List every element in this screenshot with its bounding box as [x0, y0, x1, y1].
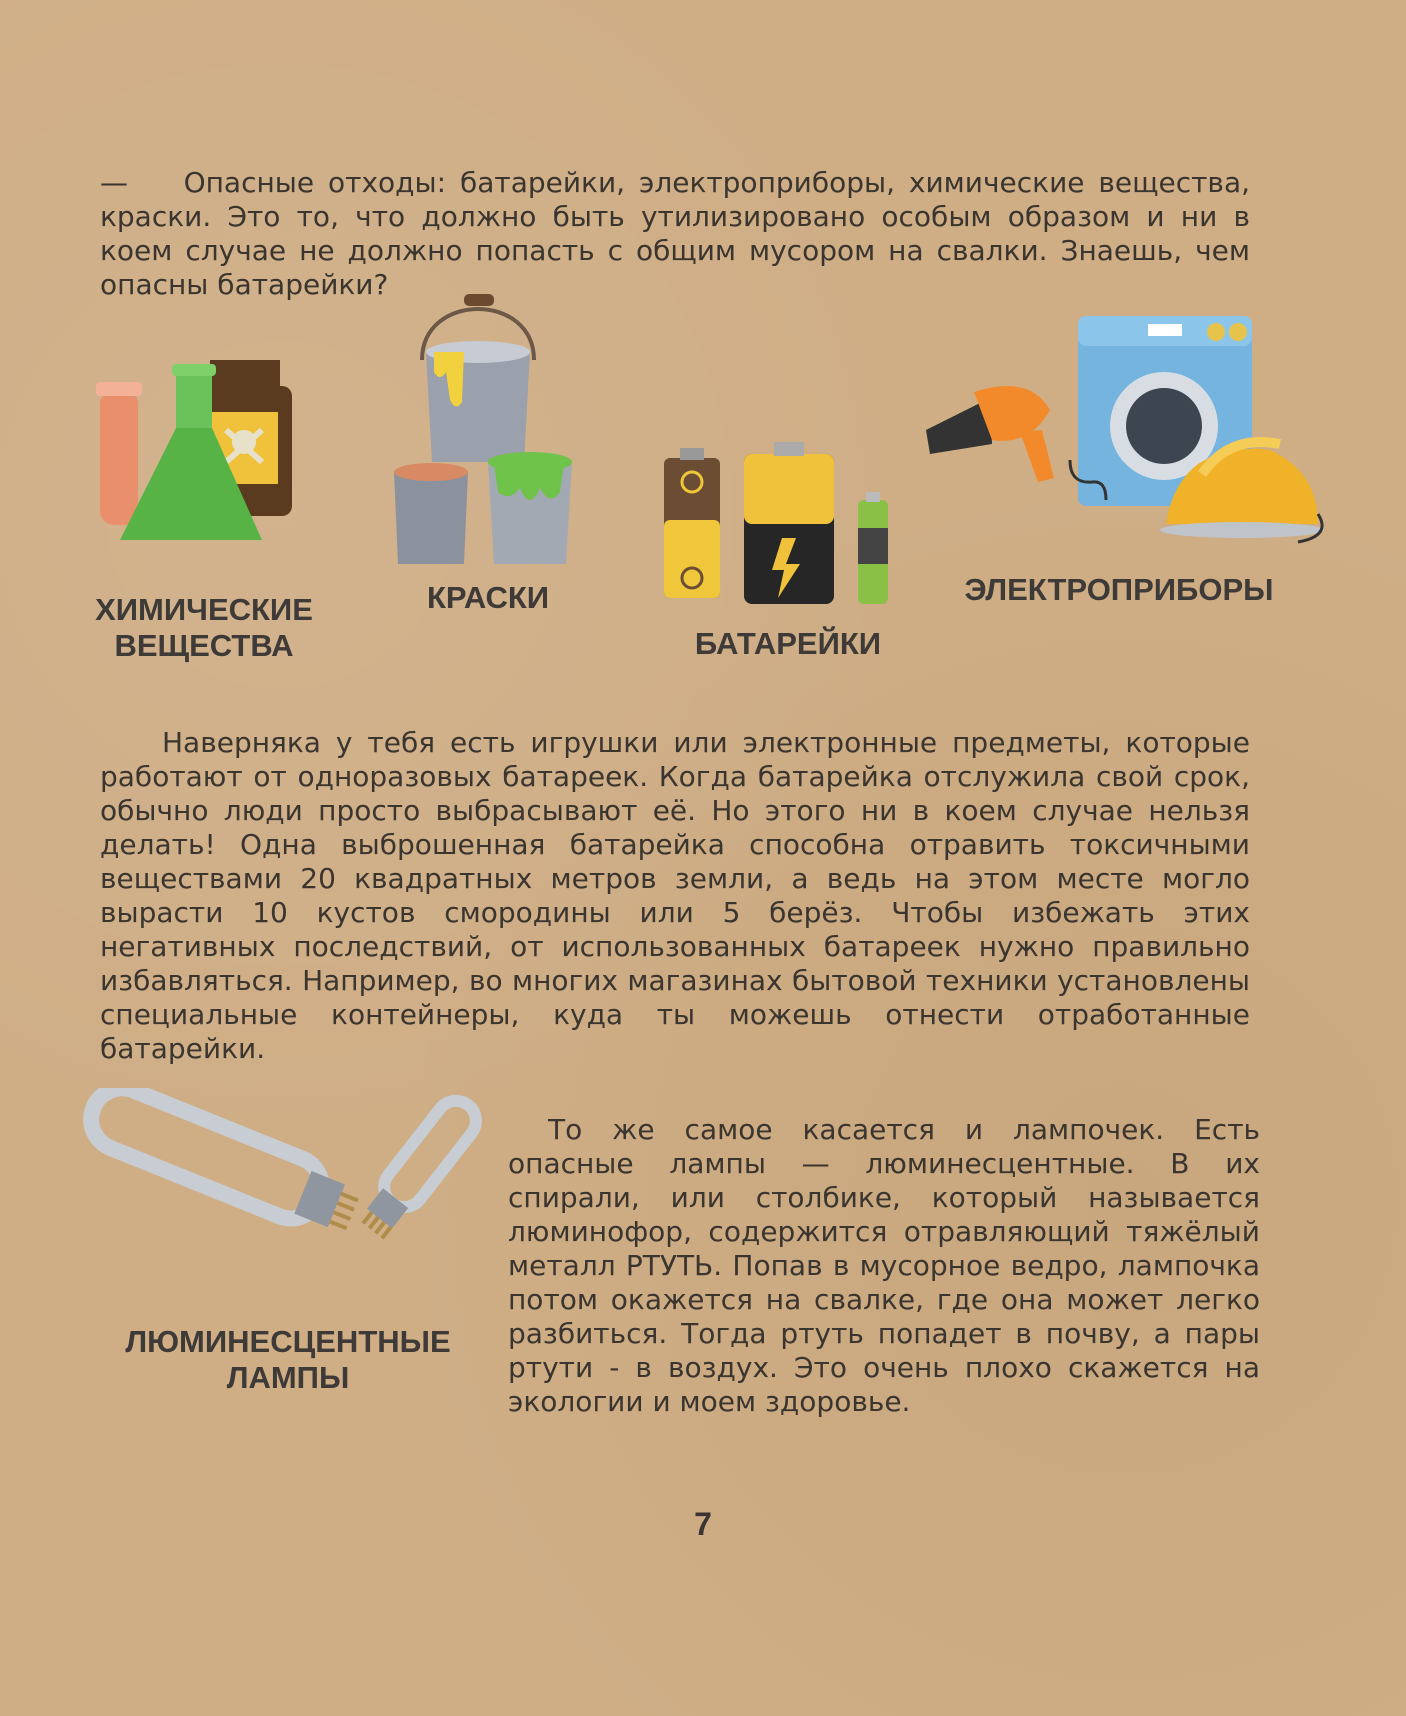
- lamps-label-line2: ЛАМПЫ: [226, 1360, 350, 1395]
- chemicals-label: [86, 592, 322, 664]
- lamps-label: [120, 1324, 456, 1396]
- paints-label: КРАСКИ: [426, 580, 550, 615]
- batteries-label: БАТАРЕЙКИ: [694, 626, 882, 661]
- appliances-label: ЭЛЕКТРОПРИБОРЫ: [964, 572, 1274, 607]
- batteries-paragraph: Наверняка у тебя есть игрушки или электронные предметы, которые работают от одноразовых батареек. Когда батарейка отслужила свой срок, обычно люди просто выбрасывают её. Но этого ни в коем случае нельзя делать! Одна выброшенная батарейка способна отравить токсичными веществами 20 квадратных метров земли, а ведь на этом месте могло вырасти 10 кустов смородины или 5 берёз. Чтобы избежать этих негативных последствий, от использованных батареек нужно правильно избавляться. Например, во многих магазинах бытовой техники установлены специальные контейнеры, куда ты можешь отнести отработанные батарейки.: [100, 726, 1250, 1065]
- page-number: 7: [694, 1506, 712, 1542]
- fluorescent-lamp-icon: [72, 1088, 508, 1288]
- intro-paragraph: — Опасные отходы: батарейки, электроприборы, химические вещества, краски. Это то, что должно быть утилизировано особым образом и ни в коем случае не должно попасть с общим мусором на свалки. Знаешь, чем опасны батарейки?: [100, 166, 1250, 301]
- chemistry-flasks-icon: [92, 350, 322, 560]
- lamps-paragraph: То же самое касается и лампочек. Есть опасные лампы — люминесцентные. В их спирали, или столбике, который называется люминофор, содержится отравляющий тяжёлый металл РТУТЬ. Попав в мусорное ведро, лампочка потом окажется на свалке, где она может легко разбиться. Тогда ртуть попадет в почву, а пары ртути - в воздух. Это очень плохо скажется на экологии и моем здоровье.: [508, 1113, 1260, 1418]
- batteries-icon: [660, 440, 900, 610]
- chemicals-label-line1: ХИМИЧЕСКИЕ: [95, 592, 313, 627]
- appliances-icon: [920, 314, 1330, 544]
- chemicals-label-line2: ВЕЩЕСТВА: [114, 628, 294, 663]
- paint-buckets-icon: [364, 292, 594, 572]
- lamps-label-line1: ЛЮМИНЕСЦЕНТНЫЕ: [125, 1324, 451, 1359]
